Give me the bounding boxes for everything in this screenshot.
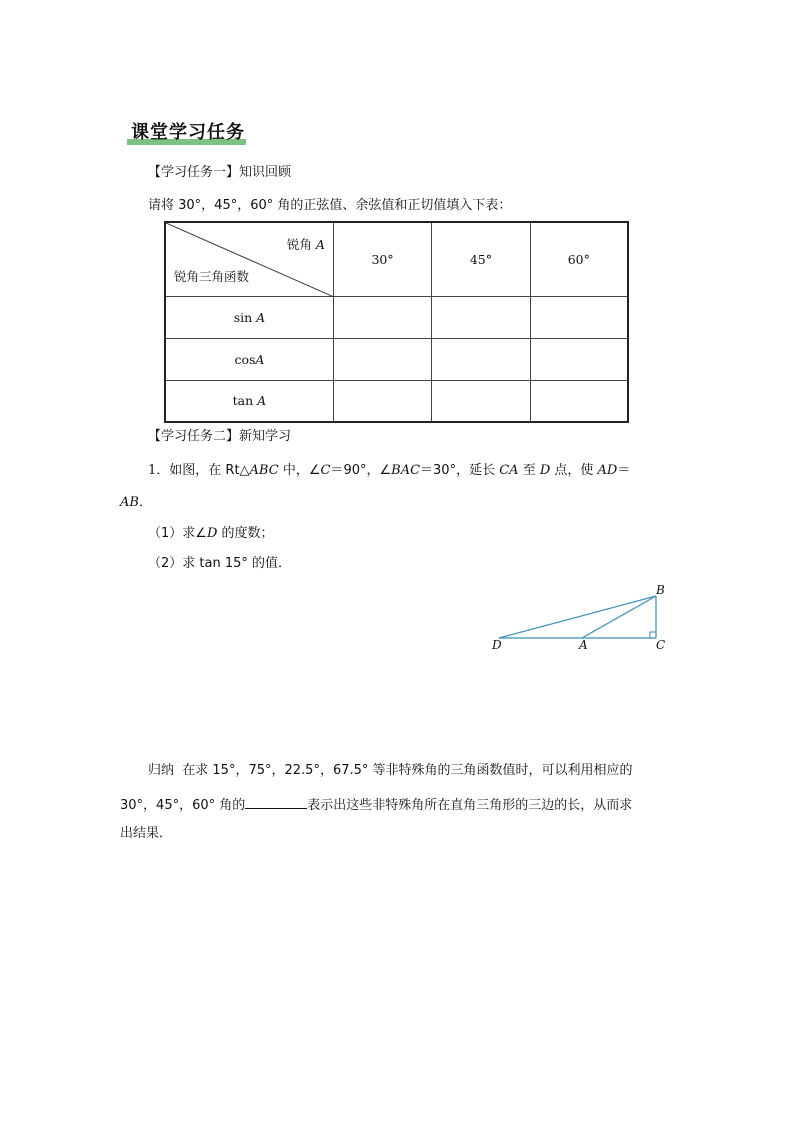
problem-line-1: 1．如图，在 Rt△ABC 中，∠C＝90°，∠BAC＝30°，延长 CA 至 D 点，使 AD＝ xyxy=(148,463,631,478)
fill-blank[interactable] xyxy=(245,794,307,809)
answer-cell[interactable] xyxy=(530,296,628,338)
question-2: （2）求 tan 15° 的值． xyxy=(148,556,292,571)
segment-ab xyxy=(582,596,656,638)
answer-cell[interactable] xyxy=(530,338,628,380)
label-c: C xyxy=(656,638,666,652)
row-label: tan A xyxy=(165,380,333,422)
label-a: A xyxy=(579,638,588,652)
triangle-figure xyxy=(485,580,675,655)
table-header-row xyxy=(165,222,628,296)
segment-db xyxy=(499,596,656,638)
question-1: （1）求∠D 的度数； xyxy=(148,526,274,541)
answer-cell[interactable] xyxy=(530,380,628,422)
column-header: 45° xyxy=(432,222,530,296)
row-label: cosA xyxy=(165,338,333,380)
corner-bottom-label: 锐角三角函数 xyxy=(174,268,250,284)
answer-cell[interactable] xyxy=(432,380,530,422)
column-header: 60° xyxy=(530,222,628,296)
table-row xyxy=(165,338,628,380)
label-b: B xyxy=(656,583,665,597)
task1-instruction: 请将 30°，45°，60° 角的正弦值、余弦值和正切值填入下表： xyxy=(148,198,512,213)
problem-line-2: AB． xyxy=(120,495,152,510)
summary-line-3: 出结果． xyxy=(120,826,173,841)
answer-cell[interactable] xyxy=(432,338,530,380)
table-corner-cell xyxy=(165,222,333,296)
answer-cell[interactable] xyxy=(333,380,431,422)
summary-line-1: 归纳 在求 15°，75°，22.5°，67.5° 等非特殊角的三角函数值时，可以利用相应的 xyxy=(148,763,633,778)
label-d: D xyxy=(492,638,502,652)
row-label: sin A xyxy=(165,296,333,338)
summary-line-2: 30°，45°，60° 角的 表示出这些非特殊角所在直角三角形的三边的长，从而求 xyxy=(120,794,632,815)
column-header: 30° xyxy=(333,222,431,296)
answer-cell[interactable] xyxy=(333,338,431,380)
answer-cell[interactable] xyxy=(432,296,530,338)
table-row xyxy=(165,296,628,338)
corner-top-label: 锐角 A xyxy=(286,237,325,252)
trig-table xyxy=(164,221,629,423)
section-title: 课堂学习任务 xyxy=(131,122,245,143)
answer-cell[interactable] xyxy=(333,296,431,338)
table-row xyxy=(165,380,628,422)
task1-heading: 【学习任务一】知识回顾 xyxy=(148,165,292,180)
task2-heading: 【学习任务二】新知学习 xyxy=(148,429,292,444)
